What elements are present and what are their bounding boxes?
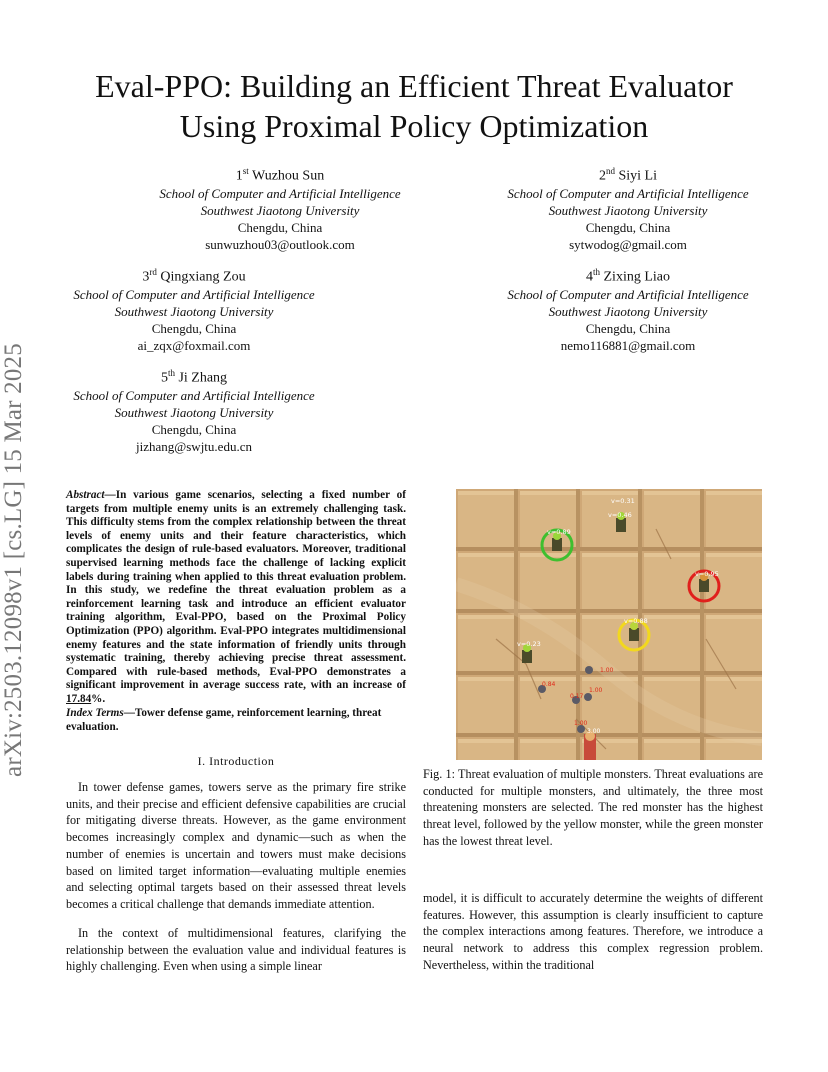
author-city: Chengdu, China	[237, 219, 323, 235]
abstract-text: —In various game scenarios, selecting a fixed number of targets from multiple enemy units is an extremely challenging task. This difficulty stems from the complex relationship between the threat levels of enemy units and their feature characteristics, which complicates the design of rule-based evaluators. Moreover, traditional supervised learning methods face the challenge of lacking explicit labels during training when applied to this threat evaluation problem. In this study, we redefine the threat evaluation problem as a reinforcement learning task and introduce an efficient evaluator training algorithm, Eval-PPO, based on the Proximal Policy Optimization (PPO) algorithm. Eval-PPO integrates multidimensional enemy features and the state information of friendly units through systematic training, thereby achieving precise threat assessment. Compared with rule-based methods, Eval-PPO demonstrates a significant improvement in average success rate, with an increase of	[66, 489, 406, 692]
author-city: Chengdu, China	[151, 421, 237, 437]
right-column-paragraph: model, it is difficult to accurately determine the weights of different features. However, this assumption is clearly insufficient to capture the complex interactions among features. Therefore, we introduce a neural network to address this complex regression problem. Nevertheless, within the traditional	[423, 891, 763, 972]
arxiv-id: arXiv:2503.12098v1 [cs.LG] 15 Mar 2025	[0, 343, 27, 777]
author-city: Chengdu, China	[585, 219, 671, 235]
abstract-label: Abstract	[66, 489, 105, 501]
figure-threat-evaluation	[456, 489, 762, 760]
label: 0.84	[542, 681, 556, 688]
author-2: 2nd Siyi Li School of Computer and Artificial Intelligence Southwest Jiaotong University Chengdu, China sytwodog@gmail.com	[478, 163, 778, 253]
label: v=0.89	[547, 528, 571, 536]
paper-title	[60, 66, 768, 146]
author-dept: School of Computer and Artificial Intelligence	[73, 286, 315, 302]
author-dept: School of Computer and Artificial Intelligence	[507, 185, 749, 201]
author-name: Qingxiang Zou	[160, 269, 246, 285]
author-univ: Southwest Jiaotong University	[114, 303, 274, 319]
abstract-highlight: 17.84	[66, 692, 92, 705]
author-univ: Southwest Jiaotong University	[548, 202, 708, 218]
author-email: ai_zqx@foxmail.com	[137, 337, 251, 353]
label: 1.00	[600, 667, 614, 674]
author-3: 3rd Qingxiang Zou School of Computer and Artificial Intelligence Southwest Jiaotong University Chengdu, China ai_zqx@foxmail.com	[44, 264, 344, 354]
author-name: Ji Zhang	[178, 370, 228, 386]
author-dept: School of Computer and Artificial Intelligence	[73, 387, 315, 403]
author-univ: Southwest Jiaotong University	[114, 404, 274, 420]
index-terms	[66, 707, 406, 734]
label: v=0.88	[624, 617, 648, 625]
title-line-2: Using Proximal Policy Optimization	[179, 108, 649, 144]
author-email: sunwuzhou03@outlook.com	[205, 236, 355, 252]
label: 0.17	[570, 693, 584, 700]
label: 1.00	[589, 687, 603, 694]
label: 3.00	[587, 728, 601, 735]
abstract-text-end: %.	[91, 692, 106, 705]
index-terms-label: Index Terms	[66, 707, 124, 719]
author-1: 1st Wuzhou Sun School of Computer and Artificial Intelligence Southwest Jiaotong University Chengdu, China sunwuzhou03@outlook.com	[130, 163, 430, 253]
author-name: Zixing Liao	[603, 269, 670, 285]
author-univ: Southwest Jiaotong University	[548, 303, 708, 319]
intro-paragraph-2: In the context of multidimensional features, clarifying the relationship between the evaluation value and individual features is highly challenging. Even when using a simple linear	[66, 926, 406, 974]
label: v=0.31	[611, 497, 635, 505]
author-email: sytwodog@gmail.com	[569, 236, 687, 252]
author-dept: School of Computer and Artificial Intelligence	[507, 286, 749, 302]
section-heading: I. Introduction	[197, 754, 275, 768]
author-name: Wuzhou Sun	[252, 168, 325, 184]
author-name: Siyi Li	[618, 168, 657, 184]
label: v=0.46	[608, 511, 632, 519]
author-4: 4th Zixing Liao School of Computer and Artificial Intelligence Southwest Jiaotong University Chengdu, China nemo116881@gmail.com	[478, 264, 778, 354]
author-city: Chengdu, China	[585, 320, 671, 336]
abstract	[66, 489, 406, 707]
index-terms-text: —Tower defense game, reinforcement learning, threat evaluation.	[66, 707, 382, 733]
author-dept: School of Computer and Artificial Intelligence	[159, 185, 401, 201]
figure-caption: Fig. 1: Threat evaluation of multiple monsters. Threat evaluations are conducted for multiple monsters, and ultimately, the three most threatening monsters are selected. The red monster has the highest threat level, followed by the yellow monster, while the green monster has the lowest threat level.	[423, 767, 763, 848]
label: v=0.23	[517, 640, 541, 648]
author-city: Chengdu, China	[151, 320, 237, 336]
unit-dot	[584, 693, 592, 701]
game-scene-image	[456, 489, 762, 760]
title-line-1: Eval-PPO: Building an Efficient Threat Evaluator	[95, 68, 733, 104]
author-5: 5th Ji Zhang School of Computer and Artificial Intelligence Southwest Jiaotong University Chengdu, China jizhang@swjtu.edu.cn	[44, 365, 344, 455]
label: v=0.95	[695, 570, 719, 578]
floor-tiles	[456, 489, 762, 760]
author-email: nemo116881@gmail.com	[560, 337, 696, 353]
author-univ: Southwest Jiaotong University	[200, 202, 360, 218]
intro-paragraph-1: In tower defense games, towers serve as the primary fire strike units, and their precise and efficient defensive capabilities are crucial for mitigating diverse threats. However, as the game environment becomes increasingly complex and dynamic—such as when the number of enemies is uncertain and towers must make decisions based on limited target information—evaluating multiple enemies and selecting optimal targets based on their assessed threat levels becomes a critical challenge that demands immediate attention.	[66, 780, 406, 911]
label: 1.00	[574, 720, 588, 727]
unit-dot	[585, 666, 593, 674]
author-email: jizhang@swjtu.edu.cn	[136, 438, 252, 454]
